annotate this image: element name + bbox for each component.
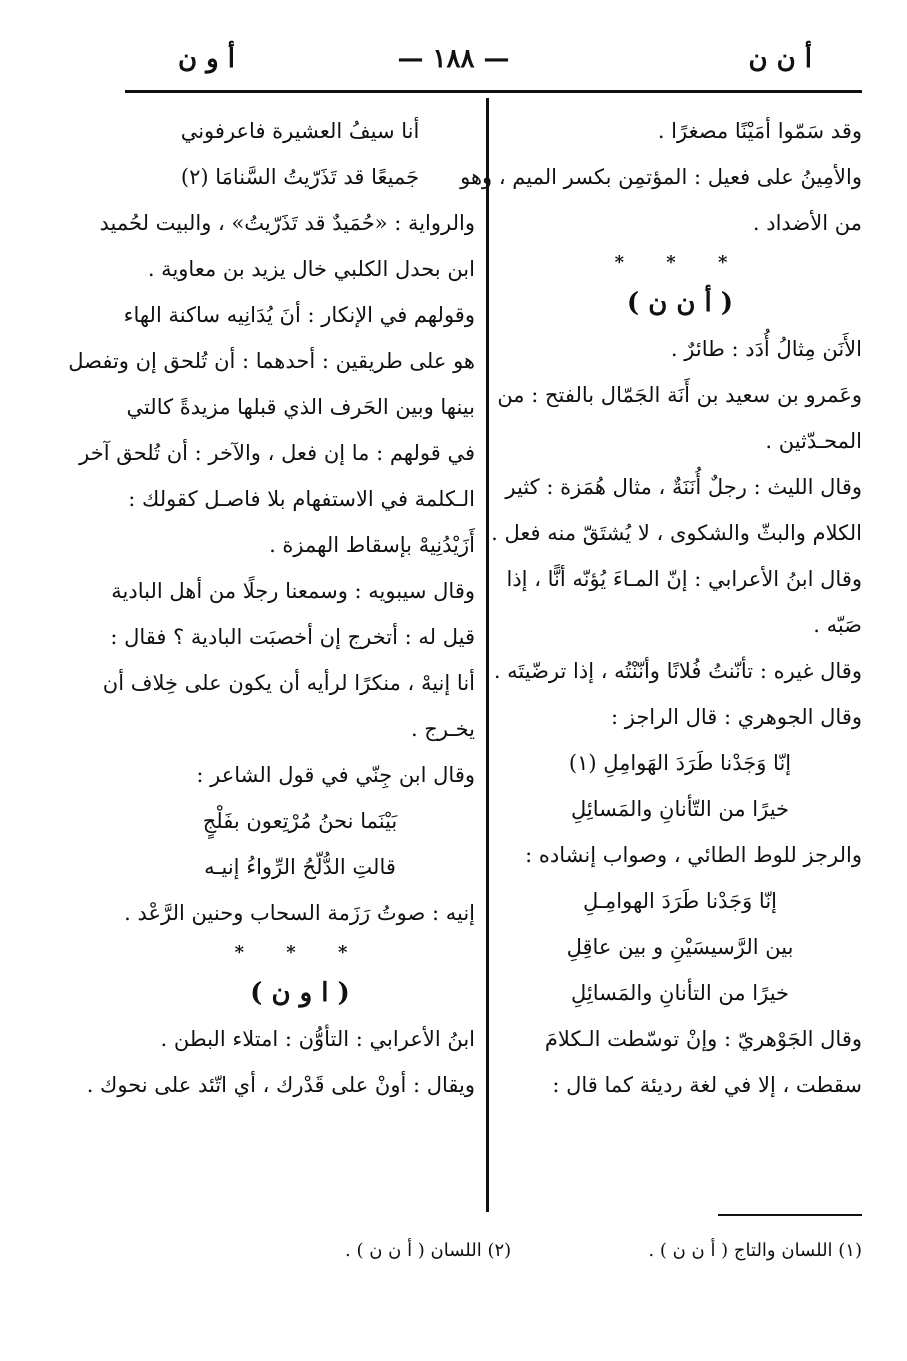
verse-line: خيرًا من التأنانِ والمَسائِلِ: [570, 981, 790, 1005]
text-line: يخـرج .: [410, 717, 475, 741]
text-line: قيل له : أتخرج إن أخصبَت البادية ؟ فقال :: [110, 625, 475, 649]
text-line: صَبّه .: [813, 613, 862, 637]
text-line: ابنُ الأعرابي : التأوُّن : امتلاء البطن .: [160, 1027, 475, 1051]
text-line: الـكلمة في الاستفهام بلا فاصـل كقولك :: [128, 487, 475, 511]
text-line: وعَمرو بن سعيد بن أَنَة الجَمّال بالفتح : من: [497, 383, 862, 407]
verse-line: خيرًا من التّأنانِ والمَسائِلِ: [570, 797, 790, 821]
text-line: إنيه : صوتُ رَزَمة السحاب وحنين الرَّعْد .: [124, 901, 475, 925]
verse-line: بَيْنَما نحنُ مُرْتِعون بفَلْجٍ: [202, 809, 398, 833]
column-divider: [486, 98, 489, 1212]
text-line: وقال ابن جِنّي في قول الشاعر :: [196, 763, 475, 787]
page-number: — ١٨٨ —: [397, 44, 510, 74]
footnote-rule: [718, 1214, 862, 1216]
section-separator: * * *: [614, 252, 746, 273]
text-line: المحـدّثين .: [765, 429, 862, 453]
verse-line: أنا سيفُ العشيرة فاعرفوني: [180, 119, 420, 143]
text-line: ويقال : أونْ على قَدْرك ، أي اتّئد على نحوك .: [86, 1073, 475, 1097]
text-line: وقال غيره : تأنّنتُ فُلانًا وأنّنْتُه ، إذا ترضّيتَه .: [493, 659, 862, 683]
verse-line: قالتِ الدُّلّحُ الرِّواءُ إنيـه: [204, 855, 396, 879]
text-line: وقال الجوهري : قال الراجز :: [610, 705, 862, 729]
text-line: وقد سَمّوا أمَيْنًا مصغرًا .: [657, 119, 862, 143]
left-column: [68, 108, 475, 1108]
section-separator: * * *: [234, 942, 366, 963]
header-rule: [125, 90, 862, 93]
text-line: من الأضداد .: [752, 211, 862, 235]
verse-line: إنّا وَجَدْنا طَرَدَ الهوامِـلِ: [582, 889, 778, 913]
text-line: والرواية : «حُمَيدٌ قد تَذَرّيتُ» ، والبيت لحُميد: [99, 211, 475, 235]
text-line: هو على طريقين : أحدهما : أن تُلحق إن وتفصل: [68, 349, 475, 373]
right-column: [460, 108, 862, 1108]
text-line: في قولهم : ما إن فعل ، والآخر : أن تُلحق آخر: [79, 441, 475, 465]
running-head-right: أ ن ن: [748, 44, 812, 74]
text-line: وقولهم في الإنكار : أنَ يُدَانِيه ساكنة الهاء: [123, 303, 475, 327]
text-line: سقطت ، إلا في لغة رديئة كما قال :: [552, 1073, 862, 1097]
text-line: الكلام والبثّ والشكوى ، لا يُشتَقّ منه فعل .: [491, 521, 862, 545]
text-line: بينها وبين الحَرف الذي قبلها مزيدةً كالتي: [126, 395, 475, 419]
running-head-left: أ و ن: [178, 44, 235, 74]
entry-heading: ( أ ن ن ): [626, 288, 734, 318]
text-line: وقال الليث : رجلٌ أُنَنَةٌ ، مثال هُمَزة : كثير: [505, 475, 862, 499]
text-line: والأمِينُ على فعيل : المؤتمِن بكسر الميم ، وهو: [460, 165, 862, 189]
footnote-2: (٢) اللسان ( أ ن ن ) .: [345, 1240, 512, 1261]
entry-heading: ( ا و ن ): [250, 978, 350, 1008]
text-line: أَزَيْدُنِيهْ بإسقاط الهمزة .: [269, 533, 475, 557]
text-line: وقال ابنُ الأعرابي : إنّ المـاءَ يُؤنّه أنًّا ، إذا: [506, 567, 862, 591]
text-line: ابن بحدل الكلبي خال يزيد بن معاوية .: [147, 257, 475, 281]
verse-line: إنّا وَجَدْنا طَرَدَ الهَوامِلِ (١): [568, 751, 792, 775]
text-line: وقال سيبويه : وسمعنا رجلًا من أهل البادية: [111, 579, 475, 603]
text-line: والرجز للوط الطائي ، وصواب إنشاده :: [525, 843, 862, 867]
verse-line: جَميعًا قد تَذَرّيتُ السَّنامَا (٢): [180, 165, 420, 189]
text-line: أنا إنيهْ ، منكرًا لرأيه أن يكون على خِلاف أن: [102, 671, 475, 695]
text-line: وقال الجَوْهريّ : وإنْ توسّطت الـكلامَ: [544, 1027, 862, 1051]
text-line: الأَنَن مِثالُ أُدَد : طائرٌ .: [670, 337, 862, 361]
footnote-1: (١) اللسان والتاج ( أ ن ن ) .: [648, 1240, 862, 1261]
verse-line: بين الرَّسيسَيْنِ و بين عاقِلِ: [566, 935, 794, 959]
